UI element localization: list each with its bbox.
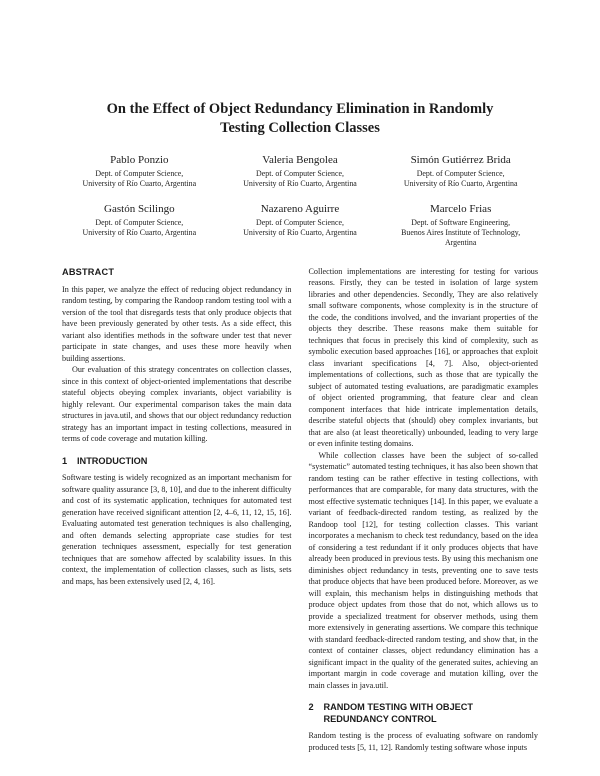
author-affiliation-line: Dept. of Computer Science, (95, 217, 184, 227)
section-title: RANDOM TESTING WITH OBJECT REDUNDANCY CONTROL (323, 702, 474, 724)
author-name: Gastón Scilingo (104, 202, 175, 215)
section-2-heading (309, 702, 539, 725)
section-number: 2 (308, 702, 314, 713)
abstract-heading: ABSTRACT (62, 266, 115, 277)
author-name: Simón Gutiérrez Brida (410, 153, 511, 166)
abstract-paragraph-1: In this paper, we analyze the effect of reducing object redundancy in random testing, by comparing the Randoop random testing tool with a version of the tool that disregards tests that only produce objects that have been previously generated by other tests. As a side effect, this variant also identifies methods in the software under test that never participate in state changes, and uses these more heavily when building assertions. (62, 284, 292, 363)
author-affiliation-line: Dept. of Computer Science, (256, 217, 344, 227)
author-name: Pablo Ponzio (110, 153, 169, 166)
section-title: INTRODUCTION (77, 455, 148, 466)
body-paragraph-1: Collection implementations are interesting for testing for various reasons. Firstly, they can be tested in isolation of large system libraries and other dependencies. Secondly, They are also relatively small software components, whose complexity is in the structure of the code, the conditions involved, and the invariant properties of the objects they describe. These reasons make them suitable for techniques that focus in precisely this kind of complexity, such as symbolic execution based approaches [16], or approaches that exploit class invariant specifications [4, 7]. Also, object-oriented implementations of collections, such as those that are typically the subject of automated testing evaluations, are paradigmatic examples of object oriented programming, that feature clear and clean component interfaces that hide intricate implementation details, describe stateful objects that (should) obey complex invariants, but that are also (at least theoretically) unbounded, leading to very large or even infinite testing domains. (308, 266, 538, 449)
author-5 (223, 203, 378, 249)
body-paragraph-2: While collection classes have been the subject of so-called “systematic” automated testing techniques, it has also been shown that random testing can be rather effective in testing collections, with performances that are comparable, for many data structures, with the most effective systematic techniques [14]. In this paper, we evaluate a variant of feedback-directed random testing, as realized by the Randoop tool [12], for testing collection classes. This variant incorporates a mechanism to check test redundancy, based on the idea of considering a test redundant if it only produces objects that have already been produced in previous tests. By using this mechanism one diminishes object redundancy in tests, preventing one to save tests that produce objects that have been produced before. Moreover, as we will explain, this mechanism helps in distinguishing methods that produce object updates from those that do not, which allows us to provide a specialized treatment for observer methods, using them more extensively in generating assertions. We compare this technique with standard feedback-directed random testing, and show that, in the context of container classes, object redundancy elimination has a significant impact in the quality of the generated suites, achieving an important margin in code coverage and mutation killing, over the main classes in java.util. (308, 450, 538, 690)
author-6 (383, 203, 538, 249)
author-1 (62, 154, 217, 190)
author-affiliation-line: Argentina (444, 238, 477, 248)
section-2-paragraph: Random testing is the process of evaluating software on randomly produced tests [5, 11, 12]. Randomly testing software whose inputs (308, 731, 538, 752)
author-affiliation-line: University of Río Cuarto, Argentina (243, 227, 357, 237)
author-affiliation-line: Buenos Aires Institute of Technology, (401, 227, 521, 237)
section-number: 1 (62, 455, 68, 466)
introduction-paragraph: Software testing is widely recognized as an important mechanism for software quality assurance [3, 8, 10], and due to the inherent difficulty and cost of its systematic application, techniques for automated test generation have received significant attention [2, 4–6, 11, 12, 15, 16]. Evaluating automated test generation techniques is also challenging, and often demands selecting appropriate case studies for test generation techniques assessment, especially for test generation techniques that are somehow affected by scalability issues. In this context, the implementation of collection classes, such as lists, sets and maps, has been extensively used [2, 4, 16]. (62, 473, 292, 586)
author-3 (383, 154, 538, 190)
two-column-body (62, 266, 538, 754)
right-column (309, 266, 539, 754)
author-2 (223, 154, 378, 190)
author-affiliation-line: University of Río Cuarto, Argentina (403, 179, 518, 189)
author-4 (62, 203, 217, 249)
author-affiliation-line: Dept. of Computer Science, (95, 168, 184, 178)
left-column (62, 266, 292, 754)
author-affiliation-line: Dept. of Computer Science, (416, 168, 505, 178)
author-affiliation-line: Dept. of Software Engineering, (411, 217, 511, 227)
author-block (62, 154, 538, 249)
author-name: Marcelo Frias (429, 202, 492, 215)
author-affiliation-line: Dept. of Computer Science, (256, 168, 344, 178)
section-1-heading (62, 456, 292, 468)
author-affiliation-line: University of Río Cuarto, Argentina (243, 179, 357, 189)
paper-title: On the Effect of Object Redundancy Elimination in Randomly Testing Collection Classes (106, 101, 494, 136)
abstract-paragraph-2: Our evaluation of this strategy concentrates on collection classes, since in this context of object-oriented implementations that describe stateful objects obeying complex invariants, object variability is highly relevant. Our experimental comparison takes the main data structures in java.util, and shows that our object redundancy reduction strategy has an important impact in testing collections, measured in terms of code coverage and mutation killing. (62, 365, 292, 444)
author-name: Nazareno Aguirre (260, 202, 340, 215)
author-affiliation-line: University of Río Cuarto, Argentina (82, 227, 197, 237)
author-name: Valeria Bengolea (262, 153, 338, 166)
author-affiliation-line: University of Río Cuarto, Argentina (82, 179, 197, 189)
